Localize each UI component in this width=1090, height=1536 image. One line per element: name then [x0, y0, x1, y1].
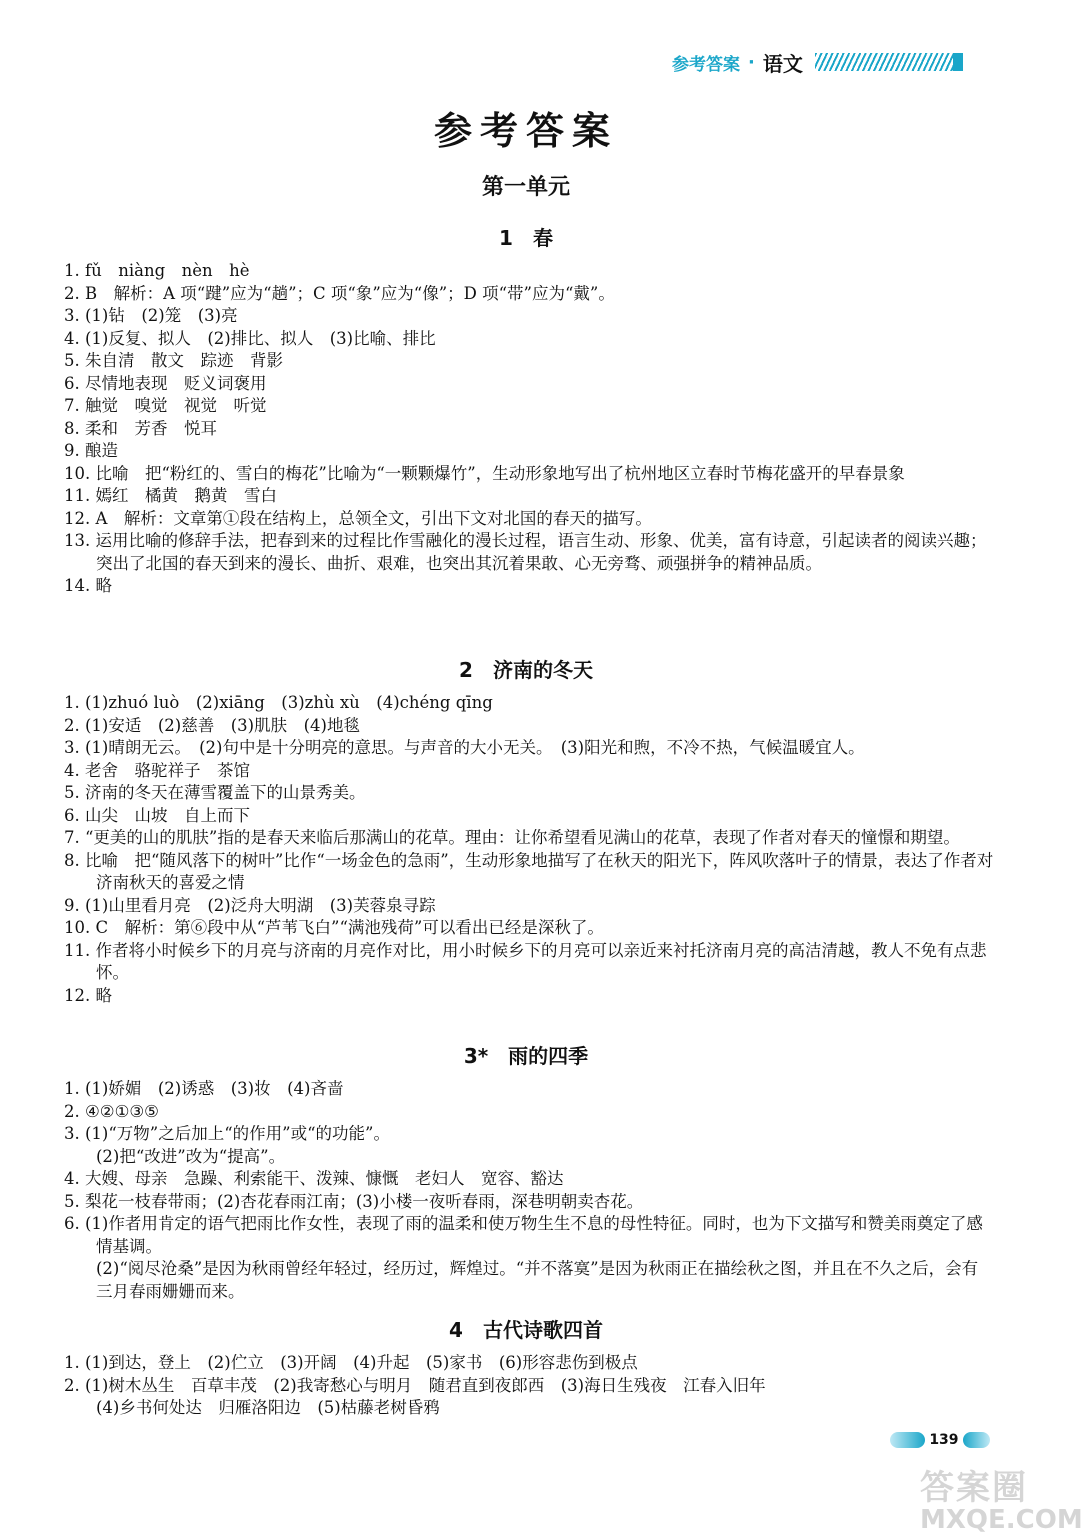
answer-item: 7. “更美的山的肌肤”指的是春天来临后那满山的花草。理由：让你希望看见满山的花草，表现了作者对春天的憧憬和期望。 — [64, 828, 960, 847]
answer-item: 12. 略 — [64, 985, 112, 1005]
answer-item: 9. 酿造 — [64, 441, 118, 460]
answer-item: (2)把“改进”改为“提高”。 — [96, 1146, 286, 1166]
lesson-title: 1 春 — [499, 226, 553, 250]
lesson-answers — [64, 1078, 994, 1303]
answer-item: 6. 山尖 山坡 自上而下 — [64, 805, 250, 825]
answer-item: 12. A 解析：文章第①段在结构上，总领全文，引出下文对北国的春天的描写。 — [64, 508, 652, 528]
answer-item: (2)“阅尽沧桑”是因为秋雨曾经年轻过，经历过，辉煌过。“并不落寞”是因为秋雨正在描绘秋之图，并且在不久之后，会有三月春雨姗姗而来。 — [96, 1259, 979, 1301]
document-title: 参考答案 — [433, 109, 618, 153]
answer-item: 10. 比喻 把“粉红的、雪白的梅花”比喻为“一颗颗爆竹”，生动形象地写出了杭州地区立春时节梅花盛开的早春景象 — [64, 463, 905, 483]
answer-item: 7. 触觉 嗅觉 视觉 听觉 — [64, 396, 267, 415]
answer-item: 1. (1)到达，登上 (2)伫立 (3)开阔 (4)升起 (5)家书 (6)形容悲伤到极点 — [64, 1353, 638, 1372]
answer-item: 1. (1)zhuó luò (2)xiāng (3)zhù xù (4)chéng qīng — [64, 693, 493, 712]
page-number: 139 — [929, 1432, 959, 1448]
answer-item: 3. (1)钻 (2)笼 (3)亮 — [64, 306, 238, 325]
answer-item: (4)乡书何处达 归雁洛阳边 (5)枯藤老树昏鸦 — [96, 1398, 440, 1417]
answer-item: 6. (1)作者用肯定的语气把雨比作女性，表现了雨的温柔和使万物生生不息的母性特征。同时，也为下文描写和赞美雨奠定了感情基调。 — [64, 1214, 983, 1256]
lesson-title: 2 济南的冬天 — [459, 658, 593, 682]
header-subject: 语文 — [762, 51, 803, 76]
page-footer — [890, 1428, 990, 1452]
answer-item: 13. 运用比喻的修辞手法，把春到来的过程比作雪融化的漫长过程，语言生动、形象、优美，富有诗意，引起读者的阅读兴趣；突出了北国的春天到来的漫长、曲折、艰难，也突出其沉着果敢、心无旁骛、顽强拼争的精神品质。 — [64, 531, 987, 573]
answer-item: 6. 尽情地表现 贬义词褒用 — [64, 373, 267, 393]
lesson-title: 4 古代诗歌四首 — [449, 1318, 603, 1342]
answer-item: 11. 嫣红 橘黄 鹅黄 雪白 — [64, 486, 277, 505]
lesson-answers — [64, 1352, 994, 1420]
header-tag: 参考答案 — [672, 54, 740, 75]
answer-item: 2. (1)安适 (2)慈善 (3)肌肤 (4)地毯 — [64, 715, 360, 735]
answer-item: 8. 比喻 把“随风落下的树叶”比作“一场金色的急雨”，生动形象地描写了在秋天的阳光下，阵风吹落叶子的情景，表达了作者对济南秋天的喜爱之情 — [64, 850, 994, 892]
watermark-cn: 答案圈 — [920, 1468, 1028, 1508]
answer-item: 2. (1)树木丛生 百草丰茂 (2)我寄愁心与明月 随君直到夜郎西 (3)海日生残夜 江春入旧年 — [64, 1375, 766, 1395]
answer-item: 5. 梨花一枝春带雨；(2)杏花春雨江南；(3)小楼一夜听春雨，深巷明朝卖杏花。 — [64, 1191, 644, 1211]
answer-item: 4. (1)反复、拟人 (2)排比、拟人 (3)比喻、排比 — [64, 328, 436, 348]
answer-item: 14. 略 — [64, 576, 112, 595]
answer-item: 5. 朱自清 散文 踪迹 背影 — [64, 351, 283, 370]
answer-item: 2. B 解析：A 项“踺”应为“趟”；C 项“象”应为“像”；D 项“带”应为“戴”。 — [64, 283, 615, 303]
answer-item: 1. fǔ niàng nèn hè — [64, 261, 250, 280]
answer-item: 4. 大嫂、母亲 急躁、利索能干、泼辣、慷慨 老妇人 宽容、豁达 — [64, 1169, 564, 1188]
watermark — [920, 1460, 1083, 1535]
footer-left-decoration — [890, 1432, 925, 1448]
footer-right-decoration — [963, 1432, 990, 1448]
unit-title: 第一单元 — [481, 175, 570, 200]
answer-item: 3. (1)“万物”之后加上“的作用”或“的功能”。 — [64, 1124, 390, 1143]
answer-item: 2. ④②①③⑤ — [64, 1101, 159, 1121]
answer-item: 10. C 解析：第⑥段中从“芦苇飞白”“满池残荷”可以看出已经是深秋了。 — [64, 918, 604, 937]
answer-item: 9. (1)山里看月亮 (2)泛舟大明湖 (3)芙蓉泉寻踪 — [64, 895, 436, 915]
answer-item: 4. 老舍 骆驼祥子 茶馆 — [64, 760, 250, 780]
lesson-answers — [64, 260, 994, 598]
answer-item: 8. 柔和 芳香 悦耳 — [64, 418, 217, 438]
lesson-answers — [64, 692, 994, 1007]
header-dot: · — [748, 51, 755, 73]
answer-item: 5. 济南的冬天在薄雪覆盖下的山景秀美。 — [64, 783, 366, 802]
answer-item: 3. (1)晴朗无云。 (2)句中是十分明亮的意思。与声音的大小无关。 (3)阳光和煦，不冷不热，气候温暖宜人。 — [64, 738, 865, 757]
lesson-title: 3* 雨的四季 — [463, 1044, 589, 1068]
page-header — [672, 46, 992, 78]
answer-item: 1. (1)娇媚 (2)诱惑 (3)妆 (4)吝啬 — [64, 1079, 344, 1098]
answer-item: 11. 作者将小时候乡下的月亮与济南的月亮作对比，用小时候乡下的月亮可以亲近来衬托济南月亮的高洁清越，教人不免有点悲怀。 — [64, 940, 987, 982]
header-stripes-decoration — [815, 53, 963, 71]
watermark-en: MXQE.COM — [920, 1505, 1083, 1535]
